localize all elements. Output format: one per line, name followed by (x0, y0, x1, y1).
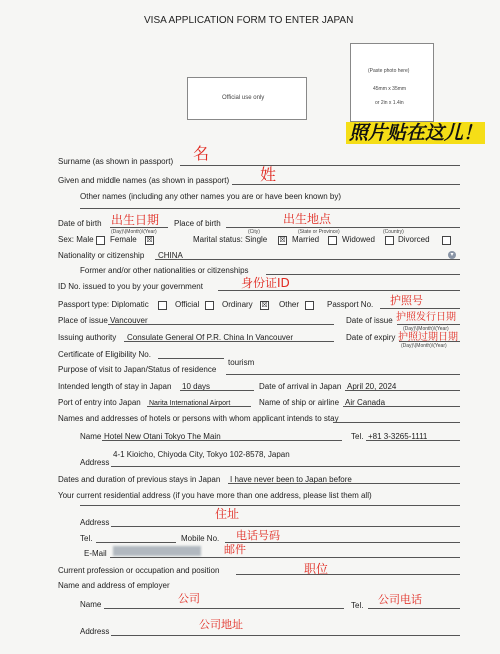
given-names-field[interactable] (232, 184, 460, 185)
dob-field[interactable] (110, 227, 168, 228)
purpose-field[interactable] (226, 374, 460, 375)
length-of-stay-field[interactable] (180, 390, 254, 391)
residential-address-field[interactable] (111, 526, 460, 527)
sex-male-checkbox[interactable] (96, 236, 105, 245)
arrival-date-value[interactable]: April 20, 2024 (347, 382, 397, 391)
company-tel-note: 公司电话 (378, 593, 422, 606)
official-use-box (187, 77, 307, 120)
sex-male-label: Sex: Male (58, 235, 94, 244)
previous-stays-field[interactable] (228, 483, 460, 484)
email-field[interactable] (110, 557, 460, 558)
employer-name-label: Name (80, 600, 102, 609)
hotel-tel-label: Tel. (351, 432, 364, 441)
other-names-field[interactable] (80, 208, 460, 209)
employer-address-field[interactable] (111, 635, 460, 636)
pob-note: 出生地点 (283, 212, 332, 226)
position-note: 职位 (304, 562, 329, 576)
ordinary-label: Ordinary (222, 300, 253, 309)
former-nationality-label: Former and/or other nationalities or citizenships (80, 266, 249, 275)
arrival-date-label: Date of arrival in Japan (259, 382, 342, 391)
employer-address-label: Address (80, 627, 110, 636)
port-of-entry-value[interactable]: Narita International Airport (149, 400, 231, 407)
date-of-issue-field[interactable] (397, 324, 460, 325)
company-address-note: 公司地址 (199, 618, 243, 631)
residential-address-label: Your current residential address (if you have more than one address, please list them all) (58, 491, 372, 500)
passport-number-note: 护照号 (390, 294, 423, 307)
marital-single-checkbox[interactable]: ☒ (279, 237, 286, 244)
photo-note: 照片贴在这儿！ (346, 122, 485, 144)
date-of-expiry-label: Date of expiry (346, 333, 396, 342)
issuing-authority-field[interactable] (124, 341, 334, 342)
arrival-date-field[interactable] (345, 390, 460, 391)
issuing-authority-value[interactable]: Consulate General Of P.R. China In Vancouver (127, 333, 294, 342)
coe-label: Certificate of Eligibility No. (58, 350, 151, 359)
other-checkbox[interactable] (305, 301, 314, 310)
residential-address-sub-label: Address (80, 518, 110, 527)
residential-field[interactable] (80, 505, 460, 506)
photo-size-inches: or 2in x 1.4in (375, 100, 404, 106)
place-of-issue-field[interactable] (108, 324, 334, 325)
email-note: 邮件 (224, 543, 246, 556)
marital-divorced-checkbox[interactable] (442, 236, 451, 245)
employer-label: Name and address of employer (58, 581, 170, 590)
marital-widowed-label: Widowed (342, 235, 375, 244)
hotel-address-value[interactable]: 4-1 Kioicho, Chiyoda City, Tokyo 102-8578, Japan (113, 450, 290, 459)
mobile-note: 电话号码 (236, 529, 280, 542)
nationality-field[interactable] (155, 259, 460, 260)
passport-type-label: Passport type: Diplomatic (58, 300, 149, 309)
other-names-label: Other names (including any other names you are or have been known by) (80, 192, 342, 201)
photo-size: 45mm x 35mm (373, 86, 407, 92)
official-checkbox[interactable] (205, 301, 214, 310)
diplomatic-checkbox[interactable] (158, 301, 167, 310)
dob-note: 出生日期 (111, 213, 160, 227)
marital-married-checkbox[interactable] (328, 236, 337, 245)
ship-airline-value[interactable]: Air Canada (345, 398, 386, 407)
nationality-value[interactable]: CHINA (158, 251, 183, 260)
marital-divorced-label: Divorced (398, 235, 430, 244)
date-of-issue-note: 护照发行日期 (396, 312, 456, 323)
purpose-value[interactable]: tourism (228, 358, 255, 367)
expiry-date-format-hint: (Day)\(Month)\(Year) (401, 343, 447, 349)
surname-field[interactable] (180, 165, 460, 166)
dob-format-hint: (Day)\(Month)\(Year) (111, 229, 157, 235)
id-number-field[interactable] (218, 290, 460, 291)
purpose-label: Purpose of visit to Japan/Status of residence (58, 365, 217, 374)
other-label: Other (279, 300, 300, 309)
pob-label: Place of birth (174, 219, 221, 228)
id-number-label: ID No. issued to you by your government (58, 282, 203, 291)
passport-number-field[interactable] (380, 308, 460, 309)
email-label: E-Mail (84, 549, 107, 558)
marital-married-label: Married (292, 235, 320, 244)
photo-box[interactable] (350, 43, 434, 122)
given-names-label: Given and middle names (as shown in passport) (58, 176, 230, 185)
issuing-authority-label: Issuing authority (58, 333, 117, 342)
company-note: 公司 (178, 592, 200, 605)
hotel-address-field[interactable] (111, 466, 460, 467)
mobile-label: Mobile No. (181, 534, 220, 543)
form-title: VISA APPLICATION FORM TO ENTER JAPAN (144, 15, 354, 26)
employer-name-field[interactable] (104, 608, 344, 609)
port-of-entry-field[interactable] (147, 406, 251, 407)
marital-widowed-checkbox[interactable] (385, 236, 394, 245)
issue-date-format-hint: (Day)\(Month)\(Year) (403, 326, 449, 332)
nationality-dropdown-icon[interactable]: ▾ (448, 251, 456, 259)
ordinary-checkbox[interactable]: ☒ (261, 302, 268, 309)
employer-tel-field[interactable] (368, 608, 460, 609)
employer-tel-label: Tel. (351, 601, 364, 610)
length-of-stay-label: Intended length of stay in Japan (58, 382, 172, 391)
profession-field[interactable] (236, 574, 460, 575)
sex-female-label: Female (110, 235, 137, 244)
date-of-issue-label: Date of issue (346, 316, 393, 325)
hotel-tel-field[interactable] (366, 440, 460, 441)
hotels-label: Names and addresses of hotels or persons with whom applicant intends to stay (58, 414, 339, 423)
id-number-note: 身份证ID (241, 276, 290, 290)
pob-field[interactable] (226, 227, 460, 228)
previous-stays-value[interactable]: I have never been to Japan before (230, 475, 352, 484)
ship-airline-label: Name of ship or airline (259, 398, 340, 407)
residential-tel-label: Tel. (80, 534, 93, 543)
city-hint: (City) (248, 229, 260, 235)
hotel-tel-value[interactable]: +81 3-3265-1111 (368, 432, 428, 441)
hotels-field[interactable] (333, 422, 460, 423)
place-of-issue-label: Place of issue (58, 316, 108, 325)
former-nationality-field[interactable] (266, 274, 460, 275)
marital-single-label: Marital status: Single (193, 235, 268, 244)
place-of-issue-value[interactable]: Vancouver (110, 316, 148, 325)
country-hint: (Country) (383, 229, 404, 235)
port-of-entry-label: Port of entry into Japan (58, 398, 141, 407)
official-use-label: Official use only (222, 95, 265, 101)
sex-female-checkbox[interactable]: ☒ (146, 237, 153, 244)
nationality-label: Nationality or citizenship (58, 251, 145, 260)
profession-label: Current profession or occupation and position (58, 566, 220, 575)
given-names-note: 姓 (260, 165, 277, 184)
surname-label: Surname (as shown in passport) (58, 157, 174, 166)
residential-tel-field[interactable] (96, 542, 176, 543)
mobile-field[interactable] (225, 542, 460, 543)
coe-field[interactable] (158, 358, 224, 359)
official-label: Official (175, 300, 200, 309)
length-of-stay-value[interactable]: 10 days (182, 382, 211, 391)
hotel-name-field[interactable] (102, 440, 342, 441)
residential-address-note: 住址 (215, 507, 240, 521)
date-of-expiry-note: 护照过期日期 (398, 332, 458, 343)
state-hint: (State or Province) (298, 229, 340, 235)
hotel-address-label: Address (80, 458, 110, 467)
previous-stays-label: Dates and duration of previous stays in Japan (58, 475, 221, 484)
hotel-name-value[interactable]: Hotel New Otani Tokyo The Main (104, 432, 221, 441)
ship-airline-field[interactable] (343, 406, 460, 407)
hotel-name-label: Name (80, 432, 102, 441)
dob-label: Date of birth (58, 219, 102, 228)
photo-label: (Paste photo here) (368, 68, 410, 74)
email-redaction (113, 546, 201, 556)
surname-note: 名 (193, 144, 210, 163)
passport-number-label: Passport No. (327, 300, 374, 309)
